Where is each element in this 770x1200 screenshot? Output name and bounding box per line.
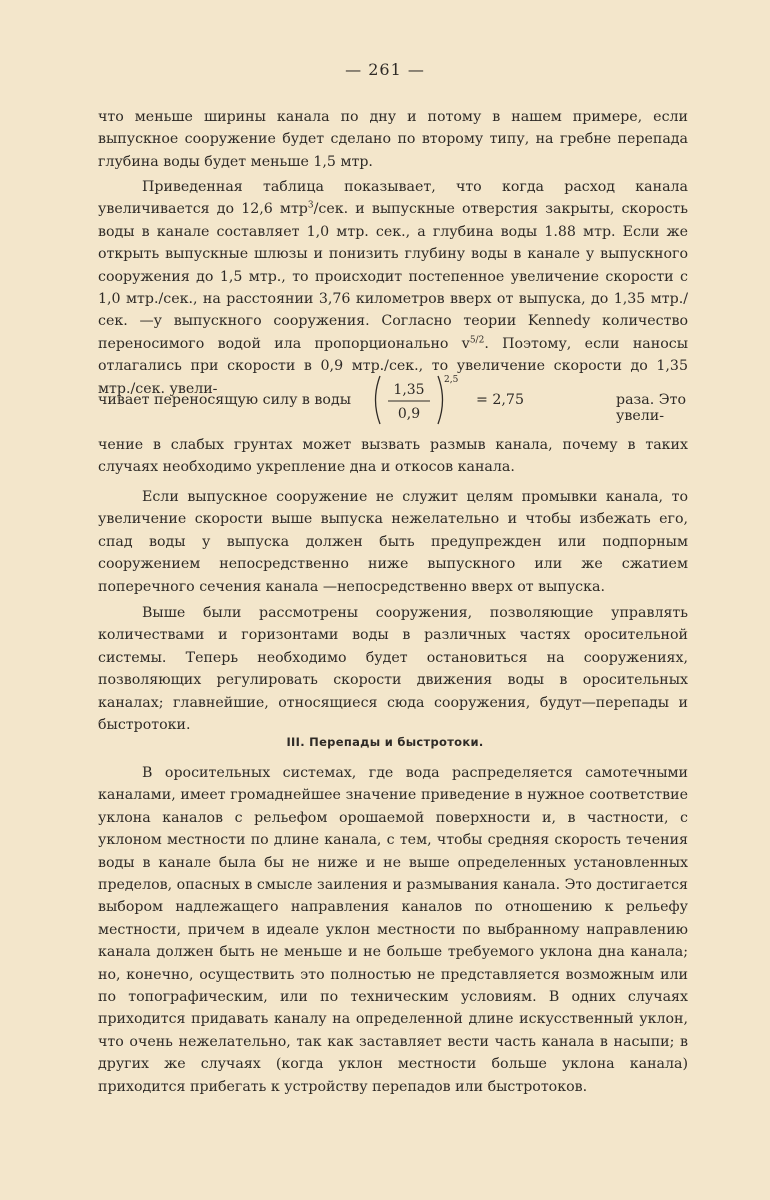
section-heading: III. Перепады и быстротоки. xyxy=(286,735,484,749)
equation-tail: раза. Это увели- xyxy=(616,392,687,424)
denominator: 0,9 xyxy=(397,406,421,422)
right-paren xyxy=(438,376,443,424)
ratio-formula xyxy=(368,370,468,430)
paragraph-4 xyxy=(98,486,688,598)
numerator: 1,35 xyxy=(393,382,425,398)
paragraph-2-part1: Приведенная таблица показывает, что когда расход канала увеличивается до 12,6 мтр xyxy=(98,179,688,218)
equation-label: чивает переносящую силу в воды xyxy=(98,392,351,408)
superscript-power: 5/2 xyxy=(469,335,485,346)
page-number: — 261 — xyxy=(345,60,425,79)
paragraph-5 xyxy=(98,602,688,736)
paragraph-6 xyxy=(98,762,688,1098)
equation-result: = 2,75 xyxy=(476,392,524,408)
paragraph-2-text xyxy=(98,176,688,400)
paragraph-2-part3: . Поэтому, если наносы отлагались при скорости в 0,9 мтр./сек., то увеличение скорости до 1,35 мтр./сек. увели- xyxy=(98,335,688,397)
equation-row xyxy=(98,370,688,430)
paragraph-1 xyxy=(98,106,688,173)
paragraph-1-text: что меньше ширины канала по дну и потому в нашем примере, если выпускное сооружение будет сделано по второму типу, на гребне перепада глубина воды будет меньше 1,5 мтр. xyxy=(98,109,688,170)
superscript-cubic: 3 xyxy=(307,200,314,211)
paragraph-2 xyxy=(98,176,688,400)
left-paren xyxy=(376,376,381,424)
paragraph-3-text: чение в слабых грунтах может вызвать размыв канала, почему в таких случаях необходимо укрепление дна и откосов канала. xyxy=(98,437,688,476)
paragraph-4-text: Если выпускное сооружение не служит целям промывки канала, то увеличение скорости выше выпуска нежелательно и чтобы избежать его, спад воды у выпуска должен быть предупрежден или подпорным сооружением непосредственно ниже выпускного или же сжатием поперечного сечения канала —непосредственно вверх от выпуска. xyxy=(98,489,688,595)
exponent: 2,5 xyxy=(444,375,459,385)
paragraph-5-text: Выше были рассмотрены сооружения, позволяющие управлять количествами и горизонтами воды в различных частях оросительной системы. Теперь необходимо будет остановиться на сооружениях, позволяющих регулировать скорости движения воды в оросительных каналах; главнейшие, относящиеся сюда сооружения, будут—перепады и быстротоки. xyxy=(98,605,688,734)
paragraph-3 xyxy=(98,434,688,479)
paragraph-6-text: В оросительных системах, где вода распределяется самотечными каналами, имеет громаднейшее значение приведение в нужное соответствие уклона каналов с рельефом орошаемой поверхности и, в частности, с уклоном местности по длине канала, с тем, чтобы средняя скорость течения воды в канале была бы не ниже и не выше определенных установленных пределов, опасных в смысле заиления и размывания канала. Это достигается выбором надлежащего направления каналов по отношению к рельефу местности, причем в идеале уклон местности по выбранному направлению канала должен быть не меньше и не больше требуемого уклона дна канала; но, конечно, осуществить это полностью не представляется возможным или по топографическим, или по техническим условиям. В одних случаях приходится придавать каналу на определенной длине искусственный уклон, что очень нежелательно, так как заставляет вести часть канала в насыпи; в других же случаях (когда уклон местности больше уклона канала) приходится прибегать к устройству перепадов или быстротоков. xyxy=(98,765,688,1095)
paragraph-2-part2: /сек. и выпускные отверстия закрыты, скорость воды в канале составляет 1,0 мтр. сек., а глубина воды 1.88 мтр. Если же открыть выпускные шлюзы и понизить глубину воды в канале у выпускного сооружения до 1,5 мтр., то происходит постепенное увеличение скорости с 1,0 мтр./сек., на расстоянии 3,76 километров вверх от выпуска, до 1,35 мтр./сек. —у выпускного сооружения. Согласно теории Kennedy количество переносимого водой ила пропорционально v xyxy=(98,201,688,352)
